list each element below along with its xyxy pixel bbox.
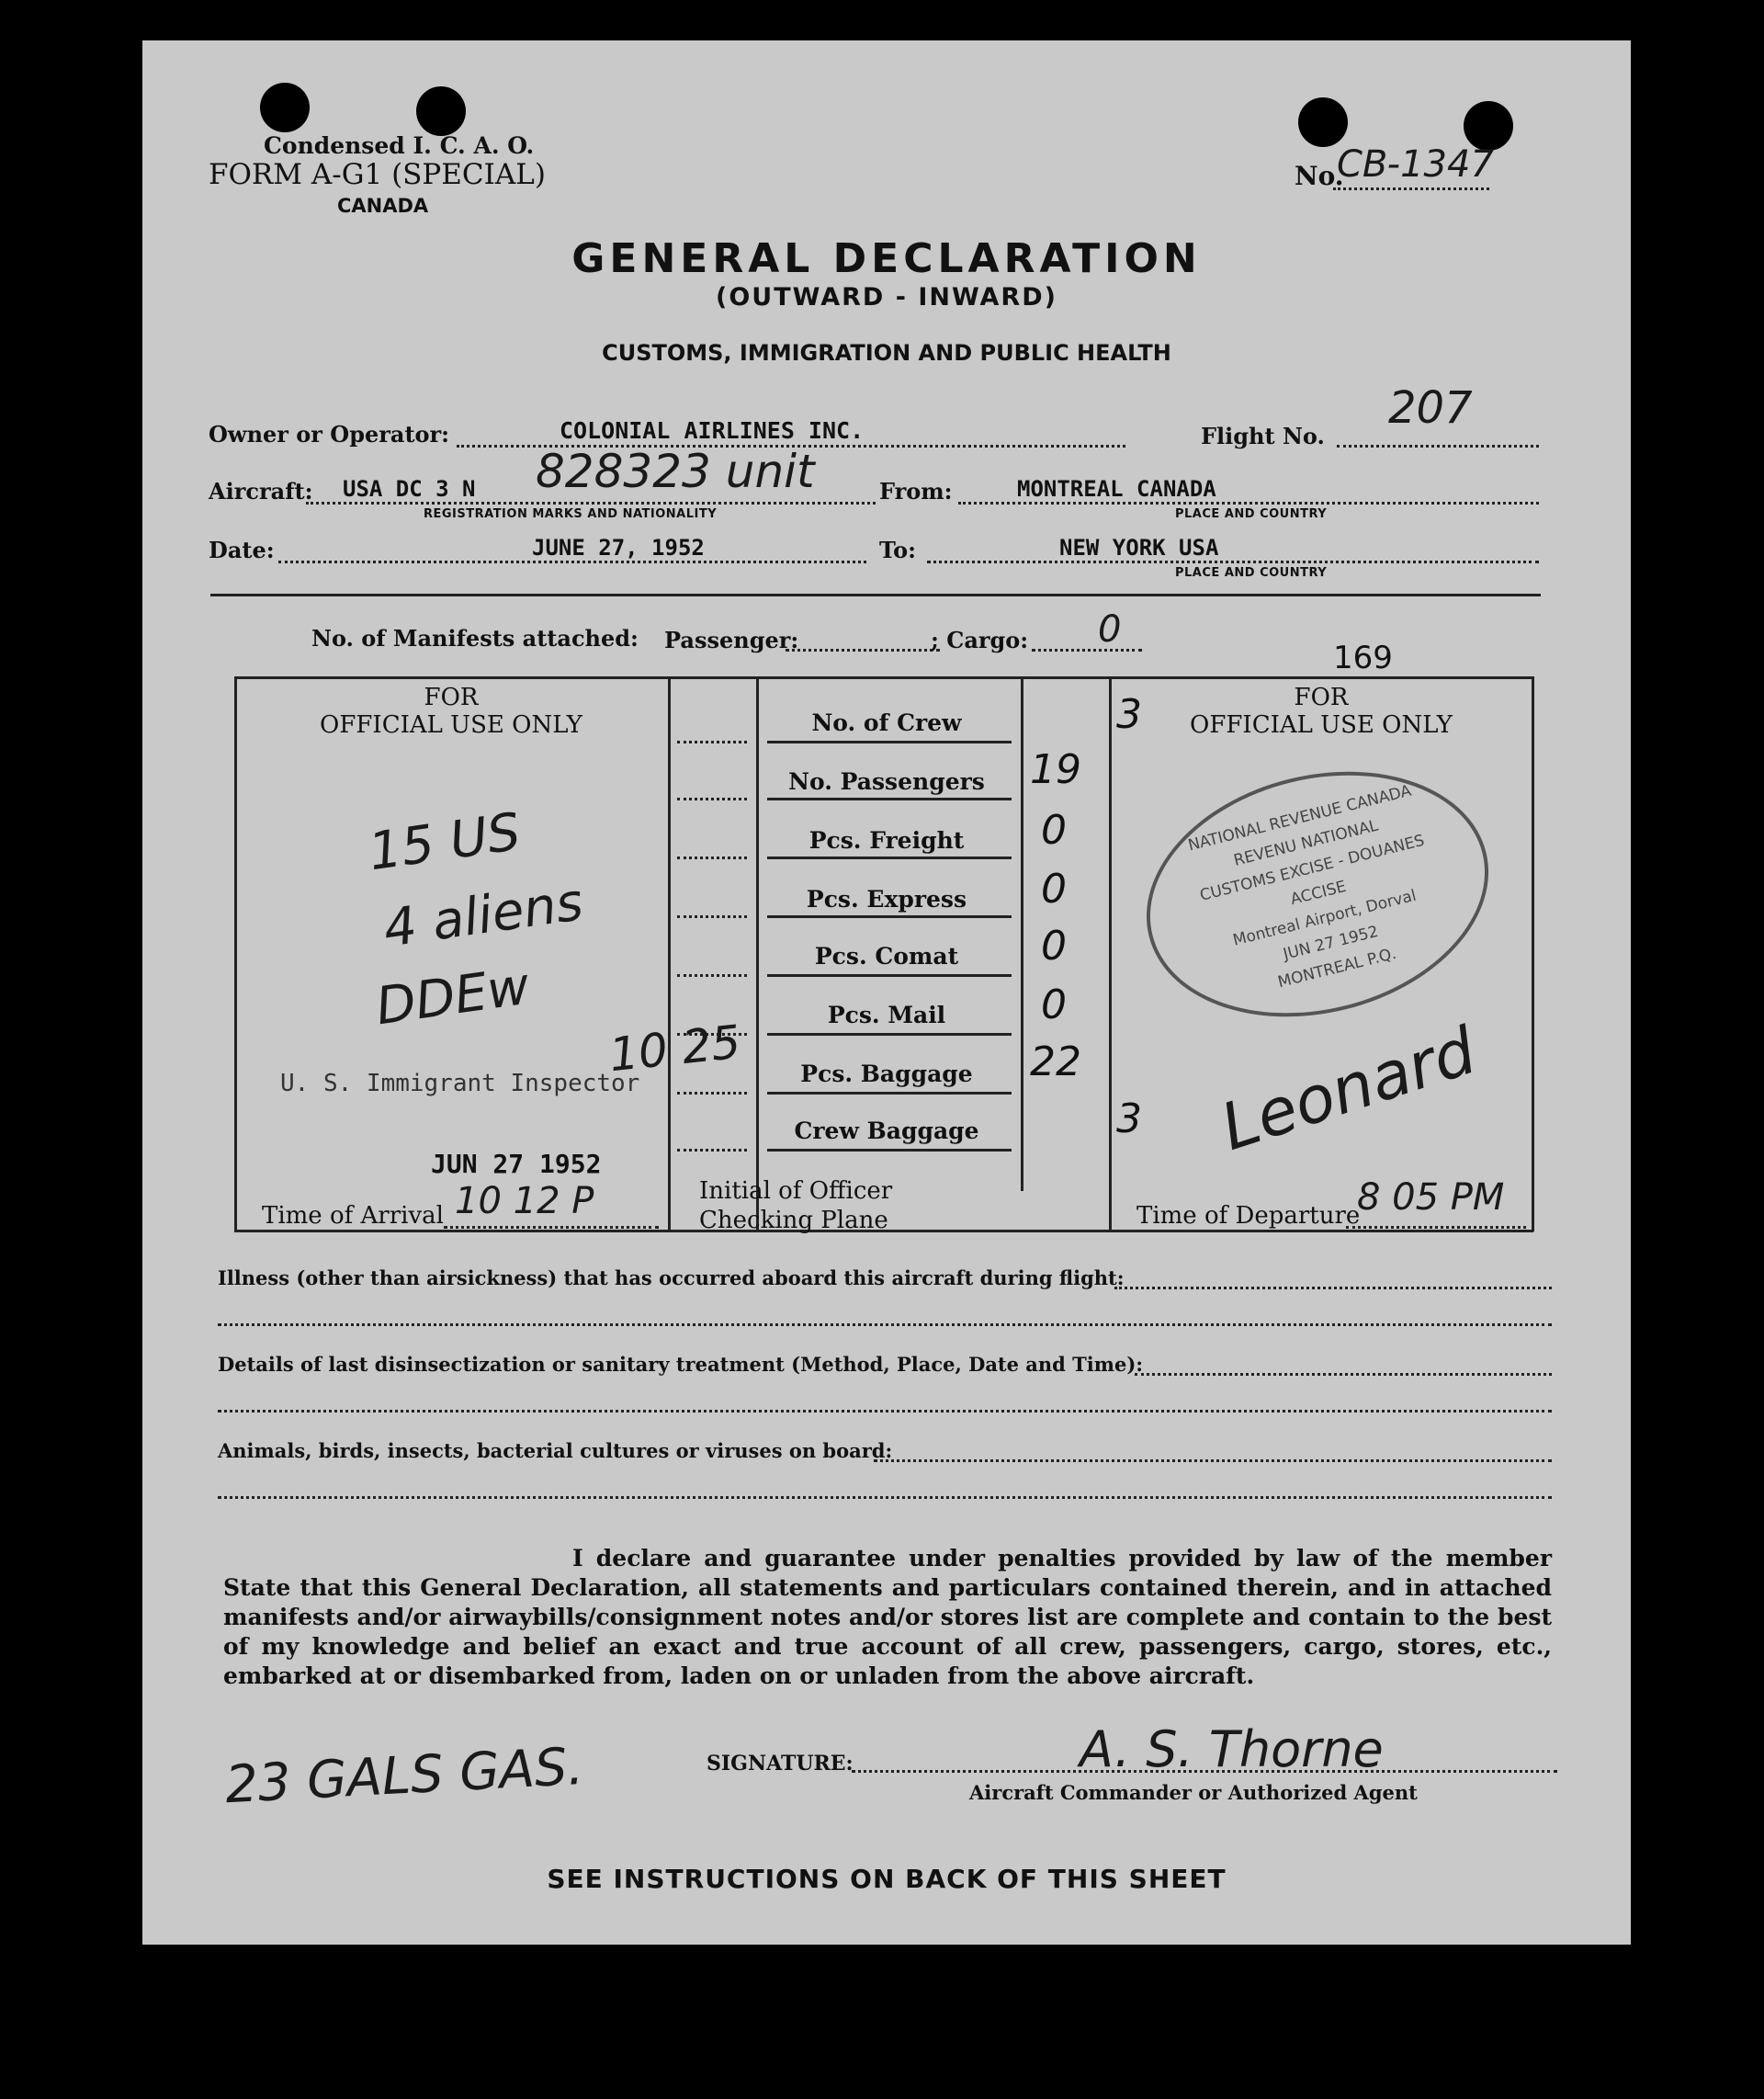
note-aliens: 4 aliens [379,872,587,959]
row-line [767,915,1012,918]
express-value: 0 [1041,866,1067,913]
from-place-note: PLACE AND COUNTRY [1175,507,1328,521]
row-line [767,1033,1012,1036]
aircraft-handwritten: 828323 unit [536,445,815,498]
passengers-label: No. Passengers [788,768,985,795]
crew-count-value: 3 [1116,691,1142,738]
passenger-manifest-label: Passenger: [664,627,799,653]
animals-line-1 [874,1459,1552,1462]
table-div-3 [1021,676,1023,1191]
form-department: CUSTOMS, IMMIGRATION AND PUBLIC HEALTH [602,340,1171,366]
date-value: JUNE 27, 1952 [532,535,705,561]
animals-label: Animals, birds, insects, bacterial cultures or viruses on board: [218,1439,893,1462]
form-number: FORM A-G1 (SPECIAL) [209,158,546,191]
flight-label: Flight No. [1201,423,1325,449]
flight-value: 207 [1388,382,1473,434]
table-top [234,676,1533,679]
to-value: NEW YORK USA [1059,535,1219,561]
arrival-value: 10 12 P [455,1180,594,1222]
freight-value: 0 [1041,807,1067,854]
to-place-note: PLACE AND COUNTRY [1175,566,1328,580]
cargo-manifest-line [1032,649,1142,652]
customs-stamp-text: NATIONAL REVENUE CANADA REVENU NATIONAL CUSTOMS EXCISE - DOUANES ACCISE Montreal Airport, Dorval JUN 27 1952 MONTREAL P.Q. [1186,781,1427,993]
officer-signature: Leonard [1212,1012,1486,1166]
row-line [677,857,747,859]
doc-no-line [1333,187,1489,190]
illness-line-2 [218,1323,1552,1326]
declaration-text: I declare and guarantee under penalties provided by law of the member State that this General Declaration, all statements and particulars contained therein, and in attached manifests and/or airwaybills/consignment notes and/or stores list are complete and contain to the best of my knowledge and belief an exact and true account of all crew, passengers, cargo, stores, etc., embarked at or disembarked from, laden on or unladen from the above aircraft. [223,1545,1552,1689]
to-line [927,561,1539,563]
departure-label: Time of Departure [1136,1202,1361,1230]
punch-hole [1298,97,1348,147]
owner-value: COLONIAL AIRLINES INC. [560,417,865,444]
row-line [677,741,747,743]
punch-hole [260,83,310,132]
row-line [767,1149,1012,1152]
initial-officer-label: Initial of Officer Checking Plane [699,1177,893,1234]
declaration-sheet [142,40,1631,1945]
animals-line-2 [218,1496,1552,1499]
row-line [767,1092,1012,1095]
note-us-passengers: 15 US [365,801,525,883]
crew-count-label: No. of Crew [811,709,962,736]
baggage-label: Pcs. Baggage [800,1061,973,1087]
footer-instructions: SEE INSTRUCTIONS ON BACK OF THIS SHEET [547,1864,1227,1894]
departure-line [1346,1226,1526,1229]
official-use-left: FOR OFFICIAL USE ONLY [320,684,582,739]
table-div-1 [668,676,671,1231]
crew-baggage-label: Crew Baggage [794,1118,979,1144]
row-line [767,741,1012,743]
disinsect-line-2 [218,1410,1552,1413]
table-right [1532,676,1534,1231]
registration-note: REGISTRATION MARKS AND NATIONALITY [424,507,718,521]
freight-label: Pcs. Freight [808,827,965,854]
punch-hole [416,86,466,136]
aircraft-label: Aircraft: [209,478,313,505]
from-value: MONTREAL CANADA [1017,476,1216,502]
comat-value: 0 [1041,923,1067,970]
row-line [677,915,747,918]
row-line [767,798,1012,800]
form-subtitle: (OUTWARD - INWARD) [716,283,1057,312]
aircraft-line [306,502,876,505]
owner-label: Owner or Operator: [209,421,450,448]
disinsect-line-1 [1135,1373,1552,1376]
form-title: GENERAL DECLARATION [571,235,1202,282]
passenger-manifest-line [786,649,940,652]
arrival-date-stamp: JUN 27 1952 [431,1149,602,1179]
form-country: CANADA [337,195,429,217]
date-line [278,561,866,563]
header-rule [210,594,1541,596]
departure-value: 8 05 PM [1357,1176,1505,1219]
cargo-manifest-label: ; Cargo: [931,627,1029,653]
table-left [234,676,237,1231]
from-label: From: [879,478,953,505]
cargo-manifest-value: 0 [1098,608,1122,651]
note-initials: DDEw [372,956,534,1038]
date-label: Date: [209,537,275,563]
official-use-right: FOR OFFICIAL USE ONLY [1190,684,1453,739]
express-label: Pcs. Express [806,886,967,913]
row-line [677,798,747,800]
manifests-label: No. of Manifests attached: [311,625,639,652]
illness-line-1 [1114,1287,1552,1289]
disinsect-label: Details of last disinsectization or sanitary treatment (Method, Place, Date and Time): [218,1353,1144,1376]
row-line [767,974,1012,977]
mail-label: Pcs. Mail [827,1002,946,1028]
flight-line [1337,445,1539,448]
passengers-value: 19 [1030,746,1081,793]
mail-value: 0 [1041,981,1067,1028]
arrival-line [444,1226,659,1229]
signature-label: SIGNATURE: [707,1752,854,1776]
doc-no-label: No. [1295,161,1344,191]
row-line [677,1149,747,1152]
arrival-label: Time of Arrival [262,1202,444,1230]
note-mail-time: 10 25 [606,1015,743,1083]
condensed-icao: Condensed I. C. A. O. [264,132,535,159]
table-div-4 [1109,676,1112,1231]
doc-no-value: CB-1347 [1337,143,1494,186]
crew-baggage-value: 3 [1116,1095,1142,1142]
row-line [677,974,747,977]
gas-note: 23 GALS GAS. [223,1736,585,1816]
inspector-stamp: U. S. Immigrant Inspector [280,1070,640,1097]
commander-label: Aircraft Commander or Authorized Agent [969,1781,1418,1804]
to-label: To: [879,537,916,563]
illness-label: Illness (other than airsickness) that has occurred aboard this aircraft during flight: [218,1266,1125,1289]
stamp-number: 169 [1333,640,1393,676]
baggage-value: 22 [1030,1038,1081,1085]
row-line [677,1092,747,1095]
comat-label: Pcs. Comat [814,943,959,970]
row-line [767,857,1012,859]
aircraft-value: USA DC 3 N [343,476,476,502]
table-div-2 [756,676,759,1231]
commander-signature: A. S. Thorne [1080,1720,1384,1778]
from-line [958,502,1539,505]
